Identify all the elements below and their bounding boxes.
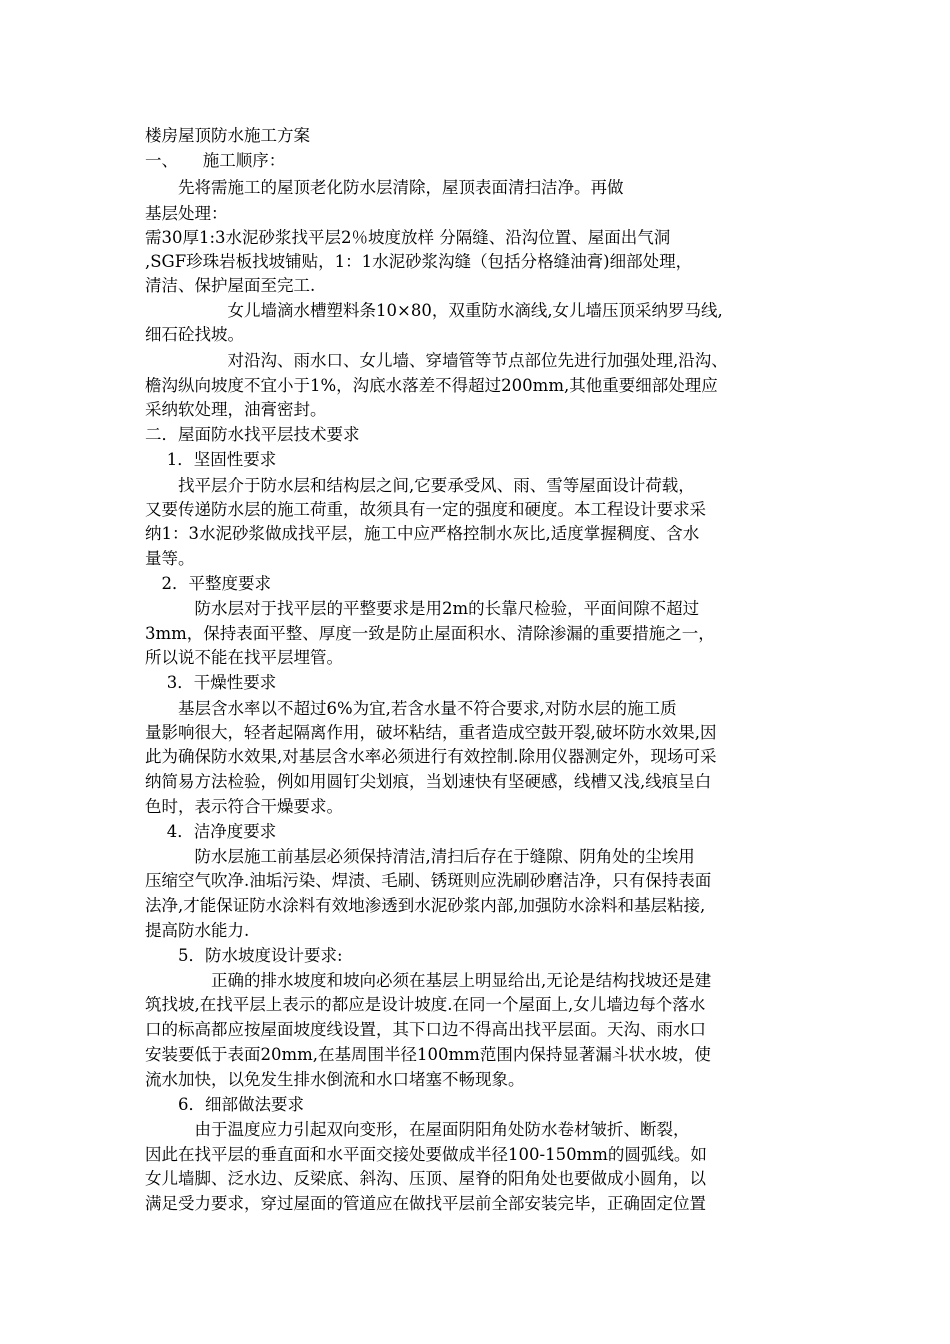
subsection-heading: 3．干燥性要求	[145, 673, 277, 692]
text-line: 一、 施工顺序：	[145, 151, 286, 170]
text-line: 量等。	[145, 549, 195, 568]
text-line: 女儿墙脚、泛水边、反梁底、斜沟、压顶、屋脊的阳角处也要做成小圆角，以	[145, 1169, 706, 1188]
text-line: 檐沟纵向坡度不宜小于1%，沟底水落差不得超过200mm,其他重要细部处理应	[145, 376, 718, 395]
text-line: 正确的排水坡度和坡向必须在基层上明显给出,无论是结构找坡还是建	[145, 971, 712, 990]
text-line: 纳简易方法检验，例如用圆钉尖划痕，当划速快有坚硬感，线槽又浅,线痕呈白	[145, 772, 712, 791]
text-line: 女儿墙滴水槽塑料条10×80，双重防水滴线,女儿墙压顶采纳罗马线,	[145, 301, 723, 320]
subsection-heading: 2．平整度要求	[145, 574, 271, 593]
text-line: 对沿沟、雨水口、女儿墙、穿墙管等节点部位先进行加强处理,沿沟、	[145, 351, 728, 370]
text-line: 防水层施工前基层必须保持清洁,清扫后存在于缝隙、阴角处的尘埃用	[145, 847, 695, 866]
text-line: 细石砼找坡。	[145, 325, 244, 344]
text-line: 提高防水能力.	[145, 921, 250, 940]
subsection-heading: 4．洁净度要求	[145, 822, 277, 841]
text-line: 所以说不能在找平层埋管。	[145, 648, 343, 667]
text-line: 筑找坡,在找平层上表示的都应是设计坡度.在同一个屋面上,女儿墙边每个落水	[145, 995, 706, 1014]
text-line: 采纳软处理，油膏密封。	[145, 400, 327, 419]
text-line: 口的标高都应按屋面坡度线设置，其下口边不得高出找平层面。天沟、雨水口	[145, 1020, 706, 1039]
text-line: 此为确保防水效果,对基层含水率必须进行有效控制.除用仪器测定外，现场可采	[145, 747, 717, 766]
text-line: 先将需施工的屋顶老化防水层清除，屋顶表面清扫洁净。再做	[145, 178, 624, 197]
text-line: 压缩空气吹净.油垢污染、焊渍、毛刷、锈斑则应洗刷砂磨洁净，只有保持表面	[145, 871, 712, 890]
text-line: 基层含水率以不超过6%为宜,若含水量不符合要求,对防水层的施工质	[145, 699, 677, 718]
document-title: 楼房屋顶防水施工方案	[145, 126, 310, 145]
text-line: 色时，表示符合干燥要求。	[145, 797, 343, 816]
text-line: 因此在找平层的垂直面和水平面交接处要做成半径100-150mm的圆弧线。如	[145, 1145, 707, 1164]
text-line: 防水层对于找平层的平整要求是用2m的长靠尺检验，平面间隙不超过	[145, 599, 700, 618]
subsection-heading: 6．细部做法要求	[145, 1095, 304, 1114]
subsection-heading: 5．防水坡度设计要求:	[145, 946, 343, 965]
text-line: 流水加快，以免发生排水倒流和水口堵塞不畅现象。	[145, 1070, 525, 1089]
text-line: 由于温度应力引起双向变形，在屋面阴阳角处防水卷材皱折、断裂，	[145, 1120, 690, 1139]
subsection-heading: 1．坚固性要求	[145, 450, 277, 469]
text-line: 清洁、保护屋面至完工.	[145, 276, 316, 295]
text-line: 安装要低于表面20mm,在基周围半径100mm范围内保持显著漏斗状水坡，使	[145, 1045, 711, 1064]
text-line: 纳1：3水泥砂浆做成找平层，施工中应严格控制水灰比,适度掌握稠度、含水	[145, 524, 700, 543]
text-line: ,SGF珍珠岩板找坡铺贴，1：1水泥砂浆沟缝（包括分格缝油膏)细部处理，	[145, 252, 693, 271]
text-line: 需30厚1:3水泥砂浆找平层2％坡度放样 分隔缝、沿沟位置、屋面出气洞	[145, 228, 671, 247]
text-line: 3mm，保持表面平整、厚度一致是防止屋面积水、清除渗漏的重要措施之一，	[145, 624, 715, 643]
text-line: 基层处理：	[145, 204, 228, 223]
text-line: 满足受力要求，穿过屋面的管道应在做找平层前全部安装完毕，正确固定位置	[145, 1194, 706, 1213]
text-line: 又要传递防水层的施工荷重，故须具有一定的强度和硬度。本工程设计要求采	[145, 500, 706, 519]
section-heading: 二．屋面防水找平层技术要求	[145, 425, 360, 444]
text-line: 量影响很大，轻者起隔离作用，破坏粘结，重者造成空鼓开裂,破坏防水效果,因	[145, 723, 717, 742]
text-line: 找平层介于防水层和结构层之间,它要承受风、雨、雪等屋面设计荷载，	[145, 476, 695, 495]
text-line: 法净,才能保证防水涂料有效地渗透到水泥砂浆内部,加强防水涂料和基层粘接,	[145, 896, 706, 915]
